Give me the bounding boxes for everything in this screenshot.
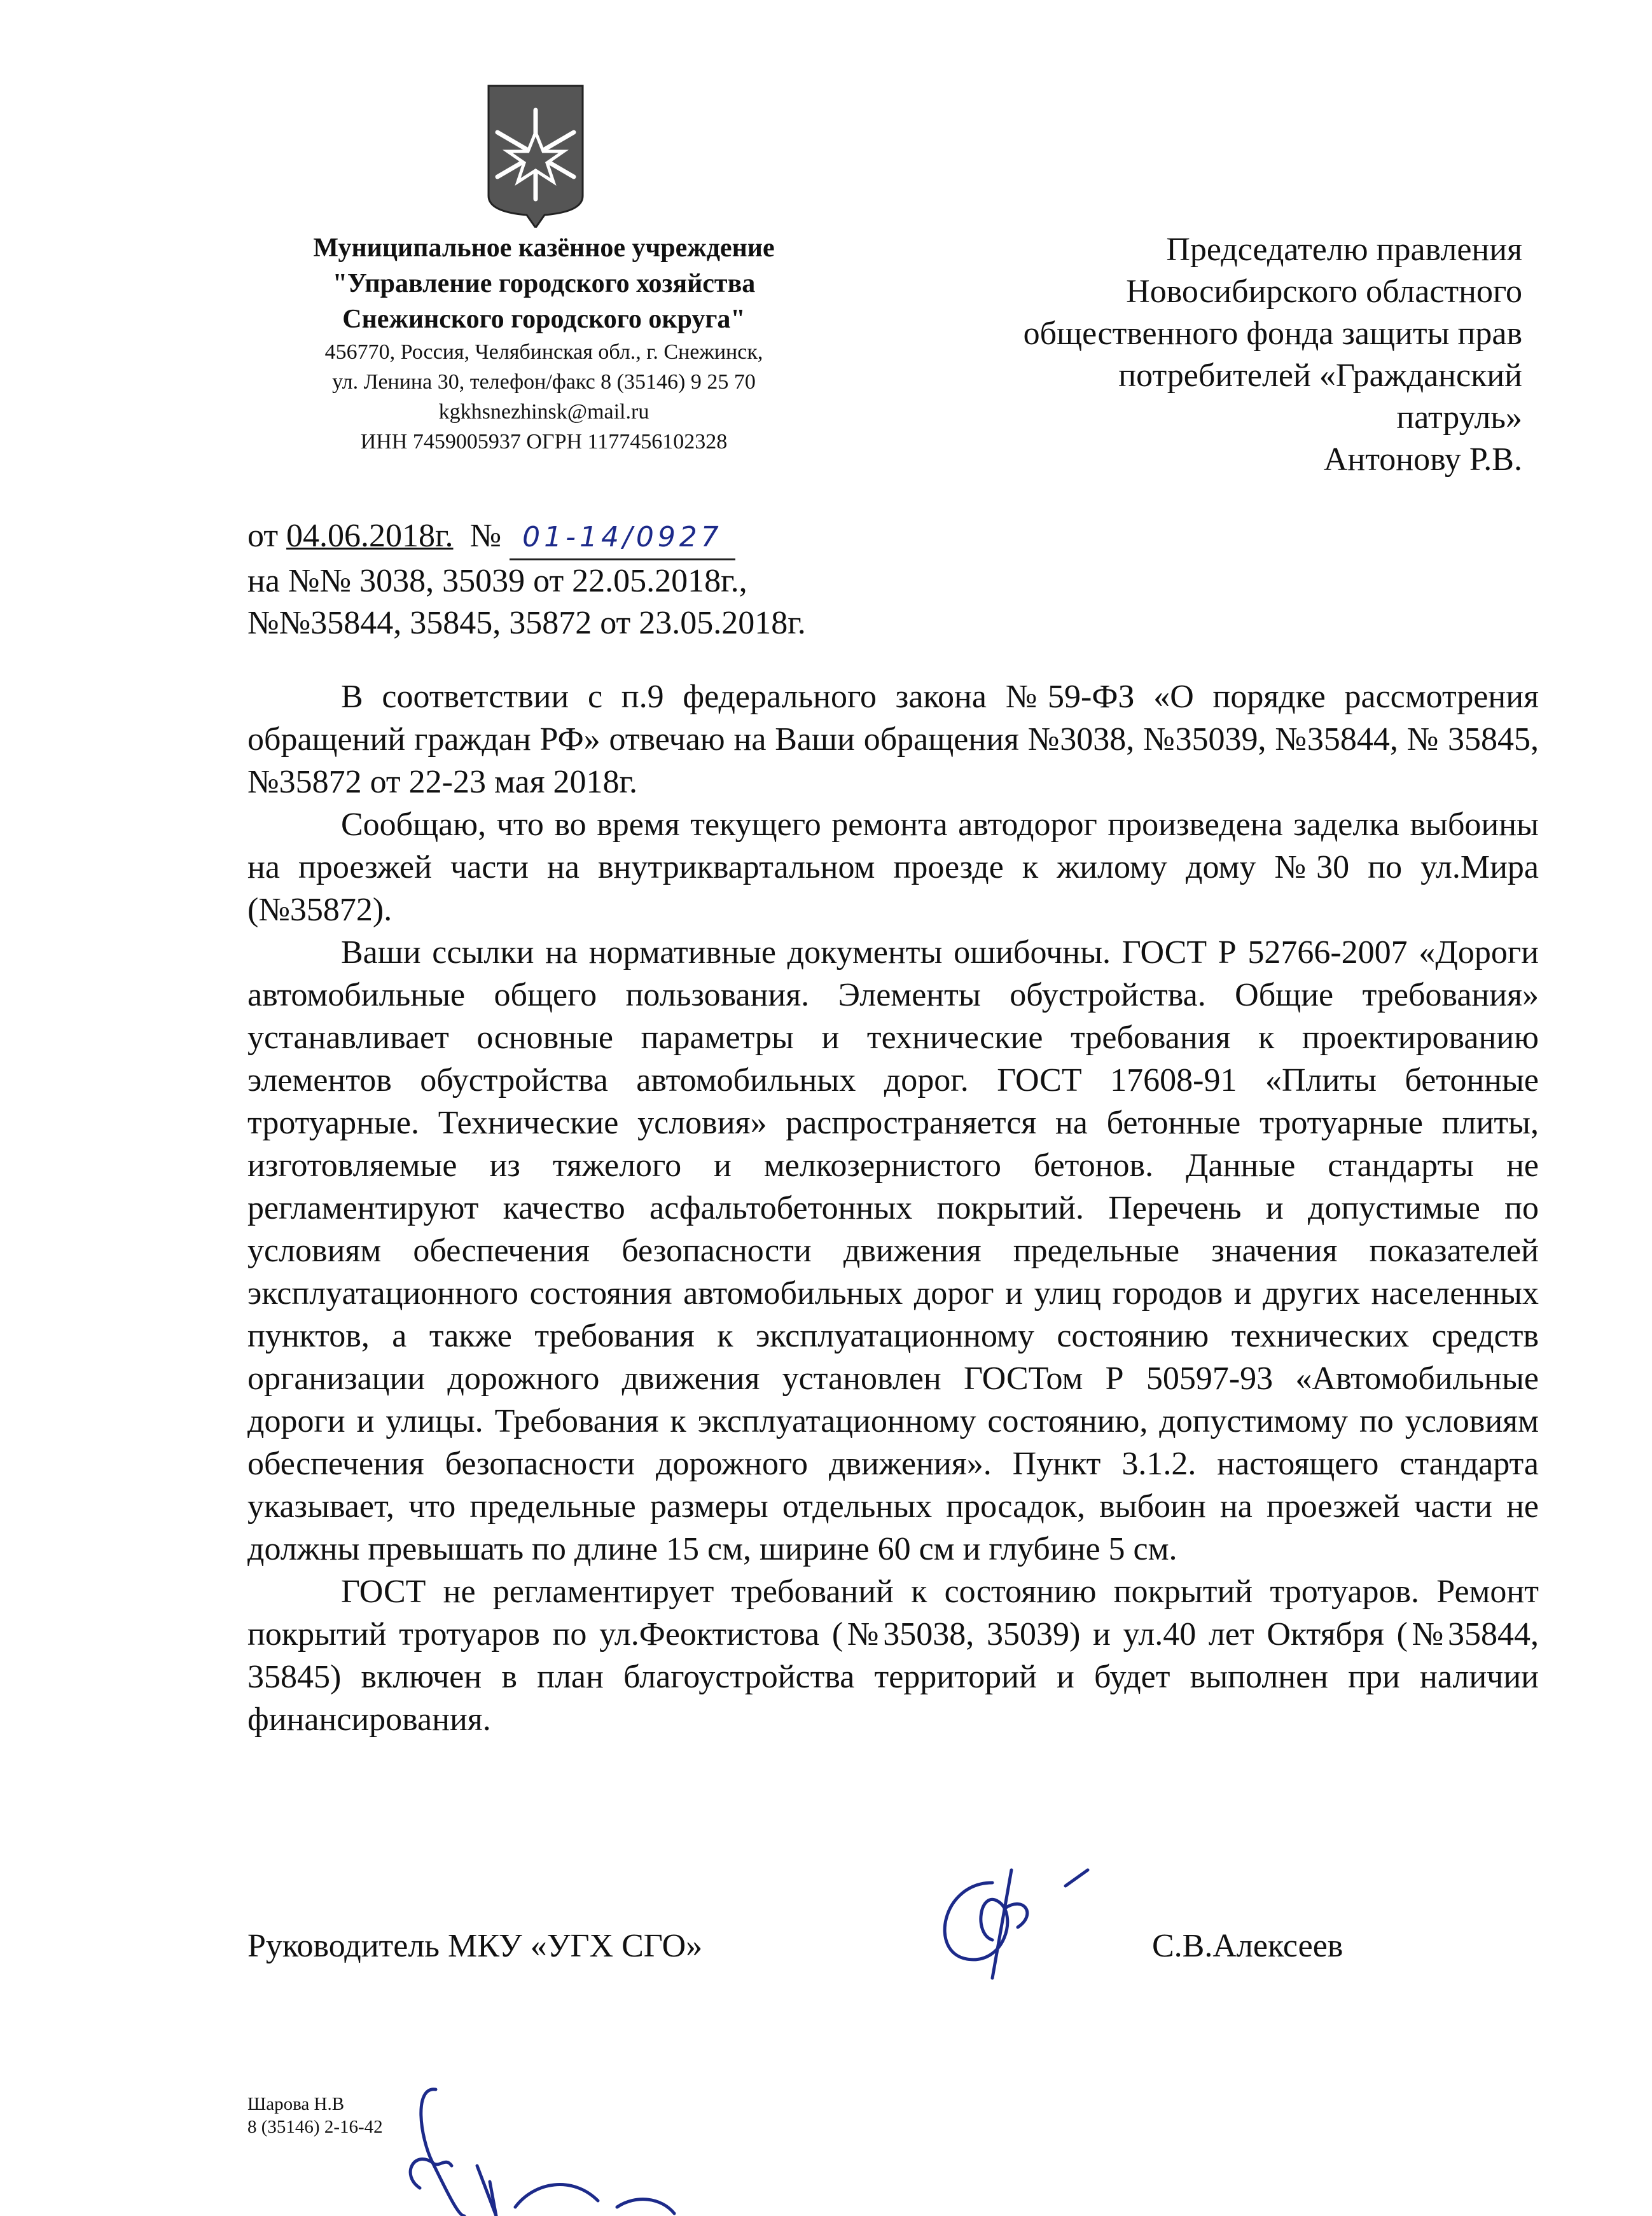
addressee-line: общественного фонда защиты прав <box>1023 315 1522 352</box>
reference-line: №№35844, 35845, 35872 от 23.05.2018г. <box>247 605 806 641</box>
body-paragraph: В соответствии с п.9 федерального закона №59-ФЗ «О порядке рассмотрения обращений граждан РФ» отвечаю на Ваши обращения №3038, №35039, №35844, № 35845, №35872 от 22-23 мая 2018г. <box>247 679 1539 800</box>
org-name-line: "Управление городского хозяйства <box>332 269 756 298</box>
org-name-line: Снежинского городского округа" <box>342 305 746 334</box>
executor-signature <box>407 2080 852 2216</box>
org-address: 456770, Россия, Челябинская обл., г. Снежинск, <box>324 340 763 364</box>
signer-role: Руководитель МКУ «УГХ СГО» <box>247 1928 703 1964</box>
body-paragraph: Сообщаю, что во время текущего ремонта автодорог произведена заделка выбоины на проезжей части на внутриквартальном проезде к жилому дому №30 по ул.Мира (№35872). <box>247 807 1539 928</box>
organization-letterhead <box>242 230 846 457</box>
executor-name: Шарова Н.В <box>247 2094 345 2114</box>
reference-block <box>247 515 806 644</box>
addressee-line: потребителей «Гражданский <box>1118 357 1522 394</box>
org-phone: ул. Ленина 30, телефон/факс 8 (35146) 9 25 70 <box>332 370 756 394</box>
coat-of-arms-emblem <box>487 85 584 228</box>
addressee-block <box>886 229 1522 481</box>
org-inn-ogrn: ИНН 7459005937 ОГРН 1177456102328 <box>360 430 728 454</box>
signer-name: С.В.Алексеев <box>1152 1928 1343 1964</box>
addressee-line: Новосибирского областного <box>1126 274 1522 310</box>
handwritten-signature <box>916 1857 1120 1984</box>
from-label: от <box>247 518 279 554</box>
executor-phone: 8 (35146) 2-16-42 <box>247 2117 383 2137</box>
reference-line: на №№ 3038, 35039 от 22.05.2018г., <box>247 563 747 599</box>
org-email: kgkhsnezhinsk@mail.ru <box>438 400 649 424</box>
addressee-line: Председателю правления <box>1166 232 1522 268</box>
number-label: № <box>469 518 502 554</box>
letter-date: 04.06.2018г. <box>286 518 454 554</box>
handwritten-letter-number: 01-14/0927 <box>510 516 735 560</box>
org-name-line: Муниципальное казённое учреждение <box>313 233 775 263</box>
body-paragraph: Ваши ссылки на нормативные документы ошибочны. ГОСТ Р 52766-2007 «Дороги автомобильные общего пользования. Элементы обустройства. Общие требования» устанавливает основные параметры и технические требования к проектированию элементов обустройства автомобильных дорог. ГОСТ 17608-91 «Плиты бетонные тротуарные. Технические условия» распространяется на бетонные тротуарные плиты, изготовляемые из тяжелого и мелкозернистого бетонов. Данные стандарты не регламентируют качество асфальтобетонных покрытий. Перечень и допустимые по условиям обеспечения безопасности движения предельные значения показателей эксплуатационного состояния автомобильных дорог и улиц городов и других населенных пунктов, а также требования к эксплуатационному состоянию технических средств организации дорожного движения установлен ГОСТом Р 50597-93 «Автомобильные дороги и улицы. Требования к эксплуатационному состоянию, допустимому по условиям обеспечения безопасности дорожного движения». Пункт 3.1.2. настоящего стандарта указывает, что предельные размеры отдельных просадок, выбоин на проезжей части не должны превышать по длине 15 см, ширине 60 см и глубине 5 см. <box>247 934 1539 1567</box>
executor-info <box>247 2093 383 2138</box>
letter-body <box>247 675 1539 1741</box>
body-paragraph: ГОСТ не регламентирует требований к состоянию покрытий тротуаров. Ремонт покрытий тротуаров по ул.Феоктистова (№35038, 35039) и ул.40 лет Октября (№35844, 35845) включен в план благоустройства территорий и будет выполнен при наличии финансирования. <box>247 1574 1539 1738</box>
addressee-line: Антонову Р.В. <box>1323 441 1522 478</box>
addressee-line: патруль» <box>1396 399 1522 436</box>
